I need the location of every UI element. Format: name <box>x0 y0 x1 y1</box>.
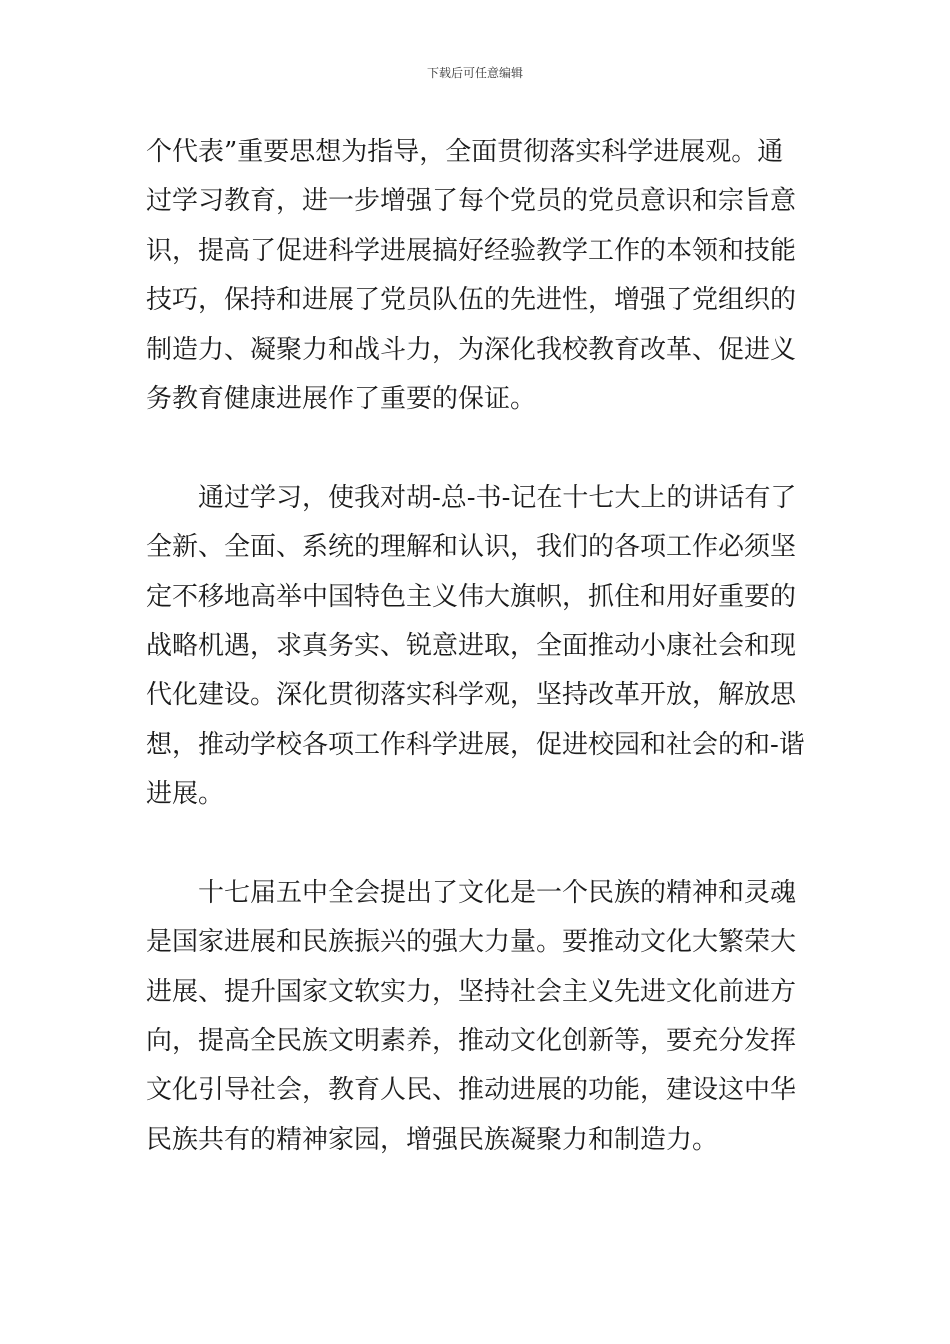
text-line: 进展。 <box>146 779 225 810</box>
page-header: 下载后可任意编辑 <box>426 66 523 80</box>
text-line: 进展、提升国家文软实力，坚持社会主义先进文化前进方 <box>146 976 797 1007</box>
text-line: 定不移地高举中国特色主义伟大旗帜，抓住和用好重要的 <box>146 581 797 612</box>
text-line: 想，推动学校各项工作科学进展，促进校园和社会的和-谐 <box>146 729 805 760</box>
text-line: 文化引导社会，教育人民、推动进展的功能，建设这中华 <box>146 1075 797 1106</box>
text-line: 全新、全面、系统的理解和认识，我们的各项工作必须坚 <box>146 532 797 563</box>
text-line: 战略机遇，求真务实、锐意进取，全面推动小康社会和现 <box>146 630 797 661</box>
text-line: 过学习教育，进一步增强了每个党员的党员意识和宗旨意 <box>146 186 797 217</box>
paragraph-spacer <box>146 424 812 473</box>
text-line: 务教育健康进展作了重要的保证。 <box>146 383 537 414</box>
paragraph-1 <box>146 128 812 424</box>
text-line: 个代表”重要思想为指导，全面贯彻落实科学进展观。通 <box>146 137 784 167</box>
text-line: 通过学习，使我对胡-总-书-记在十七大上的讲话有了 <box>198 482 797 513</box>
document-body <box>146 128 812 1165</box>
text-line: 民族共有的精神家园，增强民族凝聚力和制造力。 <box>146 1124 719 1155</box>
text-line: 代化建设。深化贯彻落实科学观，坚持改革开放，解放思 <box>146 680 797 711</box>
text-line: 是国家进展和民族振兴的强大力量。要推动文化大繁荣大 <box>146 927 797 958</box>
text-line: 识，提高了促进科学进展搞好经验教学工作的本领和技能 <box>146 235 797 266</box>
text-line: 向，提高全民族文明素养，推动文化创新等，要充分发挥 <box>146 1026 797 1057</box>
text-line: 十七届五中全会提出了文化是一个民族的精神和灵魂 <box>198 877 797 908</box>
text-line: 制造力、凝聚力和战斗力，为深化我校教育改革、促进义 <box>146 334 797 365</box>
paragraph-2 <box>146 474 812 820</box>
paragraph-spacer <box>146 819 812 868</box>
paragraph-3 <box>146 869 812 1165</box>
text-line: 技巧，保持和进展了党员队伍的先进性，增强了党组织的 <box>146 285 797 316</box>
